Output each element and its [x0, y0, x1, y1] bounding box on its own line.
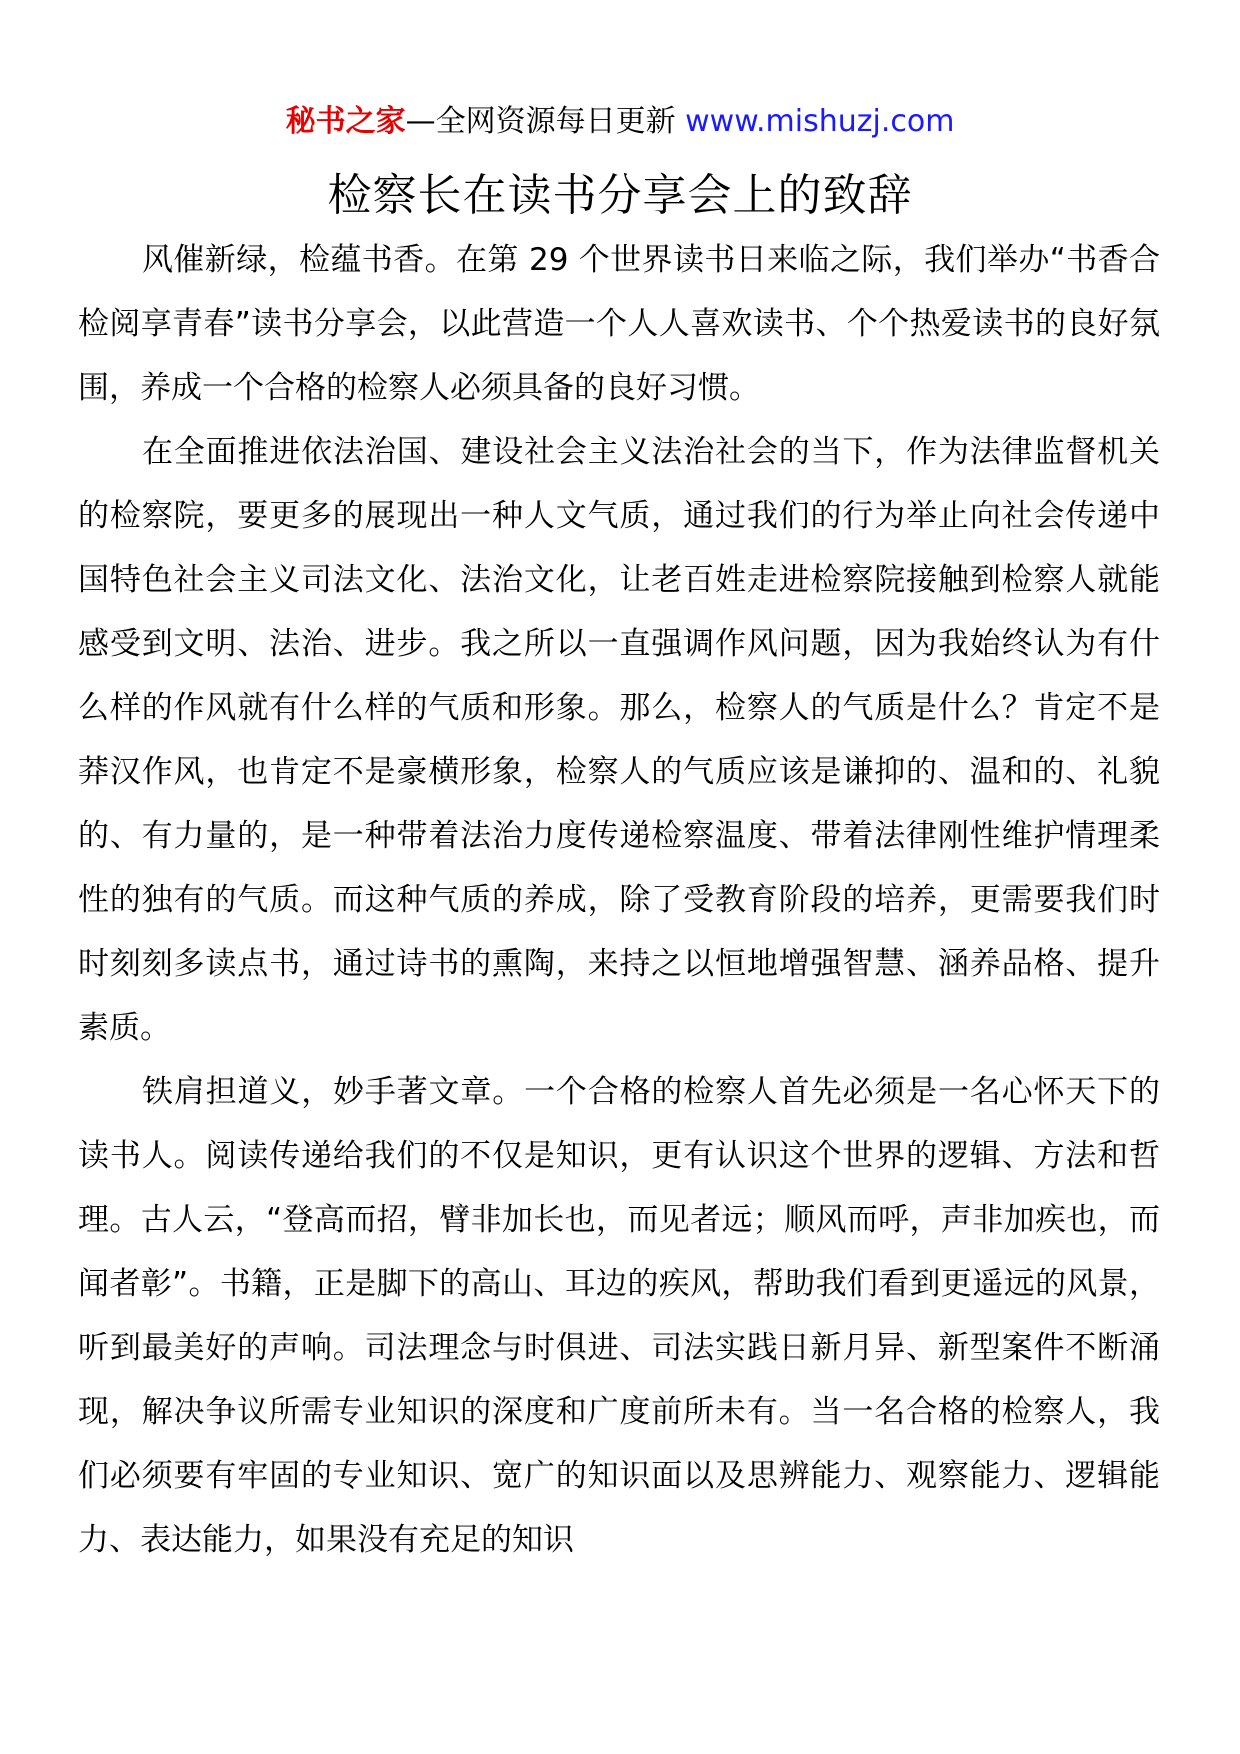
document-title: 检察长在读书分享会上的致辞 [327, 170, 913, 221]
header-slogan: —全网资源每日更新 [405, 104, 686, 139]
brand-name: 秘书之家 [285, 104, 406, 139]
site-url-link[interactable]: www.mishuzj.com [685, 104, 955, 139]
paragraph-1: 风催新绿，检蕴书香。在第 29 个世界读书日来临之际，我们举办“书香合检阅享青春”读书分享会，以此营造一个人人喜欢读书、个个热爱读书的良好氛围，养成一个合格的检察人必须具备的良好习惯。 [78, 242, 1160, 406]
paragraph-2: 在全面推进依法治国、建设社会主义法治社会的当下，作为法律监督机关的检察院，要更多的展现出一种人文气质，通过我们的行为举止向社会传递中国特色社会主义司法文化、法治文化，让老百姓走进检察院接触到检察人就能感受到文明、法治、进步。我之所以一直强调作风问题，因为我始终认为有什么样的作风就有什么样的气质和形象。那么，检察人的气质是什么？肯定不是莽汉作风，也肯定不是豪横形象，检察人的气质应该是谦抑的、温和的、礼貌的、有力量的，是一种带着法治力度传递检察温度、带着法律刚性维护情理柔性的独有的气质。而这种气质的养成，除了受教育阶段的培养，更需要我们时时刻刻多读点书，通过诗书的熏陶，来持之以恒地增强智慧、涵养品格、提升素质。 [78, 434, 1160, 1046]
paragraph-3: 铁肩担道义，妙手著文章。一个合格的检察人首先必须是一名心怀天下的读书人。阅读传递给我们的不仅是知识，更有认识这个世界的逻辑、方法和哲理。古人云，“登高而招，臂非加长也，而见者远；顺风而呼，声非加疾也，而闻者彰”。书籍，正是脚下的高山、耳边的疾风，帮助我们看到更遥远的风景，听到最美好的声响。司法理念与时俱进、司法实践日新月异、新型案件不断涌现，解决争议所需专业知识的深度和广度前所未有。当一名合格的检察人，我们必须要有牢固的专业知识、宽广的知识面以及思辨能力、观察能力、逻辑能力、表达能力，如果没有充足的知识 [78, 1074, 1160, 1558]
site-header [0, 102, 1240, 142]
document-body [78, 228, 1160, 1572]
